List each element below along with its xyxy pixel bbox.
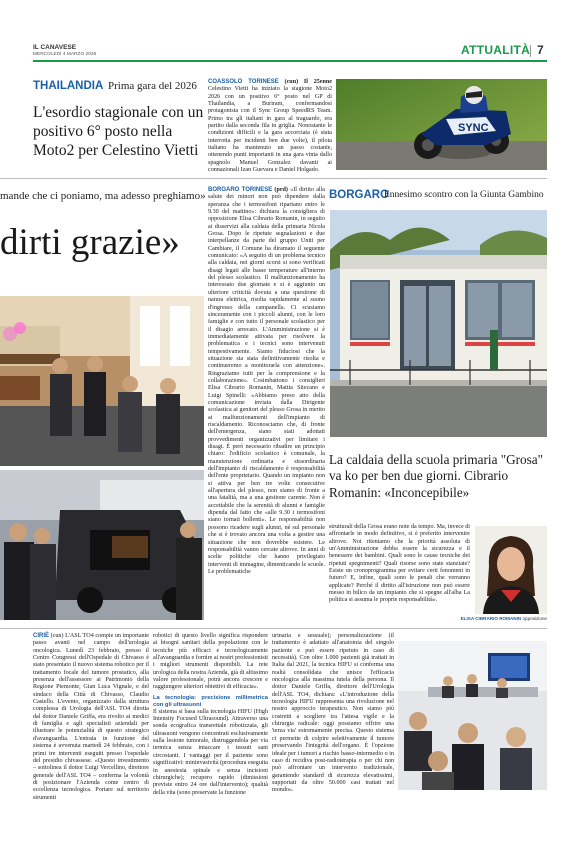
school-building-photo — [330, 210, 547, 437]
urology-body-col-2 — [153, 633, 268, 796]
urology-body-col-1 — [33, 633, 149, 801]
portrait-photo — [475, 526, 547, 614]
church-photo — [0, 296, 204, 466]
masthead-paper-name: IL CANAVESE — [33, 44, 77, 51]
moto-body-lead: COASSOLO TORINESE — [208, 79, 279, 85]
school-headline: La caldaia della scuola primaria "Grosa" va ko per ben due giorni. Cibrario Romanin: «Inconcepibile» — [329, 452, 543, 500]
moto-headline: L'esordio stagionale con un positivo 6° posto nella Moto2 per Celestino Vietti — [33, 104, 204, 159]
portrait-caption-role: opposizione — [522, 616, 547, 621]
urology-subhead: La tecnologia: precisione millimetrica con gli ultrasuoni — [153, 694, 268, 708]
school-kicker: BORGARO — [329, 189, 390, 201]
school-kicker-sub: Ennesimo scontro con la Giunta Gambino — [384, 190, 544, 200]
rule-2 — [0, 628, 547, 629]
left-big-quote: dirti grazie» — [0, 222, 180, 263]
school-body-col-1 — [208, 187, 325, 613]
moto-photo-brand: SYNC — [458, 122, 489, 134]
school-body-lead-sub: (prd) — [274, 187, 288, 193]
school-body-col-2: strutturali della Grosa erano note da tempo. Ma, invece di affrontarle in modo definitivo, si è preferito intervenire altrove. Noi riteniamo che la priorità assoluta di un'Amministrazione debba essere la sicurezza e il benessere dei bambini. Quali sono le cause tecniche dei ripetuti spegnimenti? Quali risorse sono state stanziate? Esiste un cronoprogramma per evitare certi fenomeni in futuro? E, infine, quali sono le penali che verranno applicate? Perché il diritto all'istruzione non può essere messo in bilico da un impianto che si spegne all'alba La politica si assuma le proprie responsabilità». — [329, 524, 470, 604]
masthead-rule — [33, 60, 547, 62]
page-number: 7 — [537, 43, 544, 57]
urology-body-text-2b: Il sistema si basa sulla tecnologia HIFU (High Intensity Focused Ultrasound). Attraverso una sonda ecografica transrettale robotizzata, gli ultrasuoni vengono concentrati esclusivamente sulla lesione tumorale, distruggendola per via termica senza intaccare i tessuti sani circostanti. I vantaggi per il paziente sono significativi: mininvasività (procedura eseguita in anestesia spinale e senza incisioni chirurgiche); recupero rapido (dimissioni previste entro 24 ore dall'intervento); qualità della vita (sono preservate la funzione — [153, 708, 268, 796]
hearse-photo — [0, 470, 204, 620]
school-body-lead: BORGARO TORINESE — [208, 187, 273, 193]
moto-kicker: THAILANDIA — [33, 80, 104, 92]
portrait-caption — [438, 616, 547, 621]
rule-1 — [0, 178, 547, 179]
portrait-caption-name: ELISA CIBRARIO ROMANIN — [460, 616, 522, 621]
moto-photo — [336, 79, 547, 170]
conference-photo — [398, 641, 547, 790]
moto-body — [208, 79, 332, 174]
urology-body-lead: CIRIÈ — [33, 633, 50, 639]
moto-kicker-sub: Prima gara del 2026 — [108, 80, 197, 92]
moto-body-lead-sub: (cun) Il 25enne — [284, 79, 332, 85]
section-title: ATTUALITÀ — [461, 43, 531, 57]
urology-body-text-1: (cun) L'ASL TO4 compie un importante passo avanti nel campo dell'urologia oncologica. Lunedì 23 febbraio, presso il Centro Congressi dell'Ospedale di Chivasso è stato presentato il nuovo sistema robotico per il trattamento focale del tumore prostatico, alla presenza dell'assessore ai Patrimonio della Regione Piemonte, Gian Luca Vignale, e del sindaco della Città di Chivasso, Claudio Castello. L'evento, organizzato dalla struttura complessa di Urologia dell'ASL TO4 diretta dal dottor Daniele Griffa, era rivolto ai medici di famiglia e agli specialisti aziendali per illustrare le potenzialità di questo strategico d'avanguardia. L'entrata in funzione del sistema è avvenuta martedì 24 febbraio, con i primi tre interventi eseguiti presso l'ospedale del presidio chivassese. «Questo investimento – sottolinea il dottor Luigi Vercellino, direttore generale dell'ASL TO4 – conferma la volontà di posizionare l'Azienda come centro di eccellenza tecnologica. Portare sul territorio strumenti — [33, 633, 149, 801]
moto-body-text: Celestino Vietti ha iniziato la stagione Moto2 2026 con un positivo 6° posto nel GP di Thailandia, a Buriram, confermandosi protagonista con il Sync Group SpeedRS Team. Primo tra gli italiani in gara al traguardo, era partito dalla seconda fila in griglia. Nonostante le condizioni difficili e la gara accorciata (è stata interrotta per incidenti ben due volte), il pilota italiano ha mantenuto un passo costante, ottenendo punti importanti in una gara vinta dallo spagnolo Manuel Gonzalez davanti ai connazionali Izan Guevara e Daniel Holgado. — [208, 86, 332, 174]
masthead-date: MERCOLEDÌ 4 MARZO 2026 — [33, 52, 97, 57]
left-top-quote: mande che ci poniamo, ma adesso preghiamo» — [0, 190, 206, 202]
section-divider — [530, 45, 531, 57]
school-body-text: «Il diritto alla salute dei minori non può dipendere dalla speranza che i termosifoni ripartano entro le 9.30 del mattino»: dichiara la consigliera di opposizione Elisa Cibrario Romanin, in seguito ai disservizi alla caldaia della primaria Nicola Grosa. Dopo le ripetute segnalazioni e due interpellanze da parte del gruppo Uniti per Cambiare, il Comune ha diramato il seguente comunicato: «A seguito di un problema tecnico alla caldaia, nei giorni scorsi si sono verificati disagi legati alle basse temperature all'interno del plesso scolastico. Il malfunzionamento ha interessato due giornate e si è aggiunto un ulteriore criticità dovuta a una questione di natura elettrica, risolta rapidamente al suono d'ingresso della campanella. Ci scusiamo sinceramente con i piccoli alunni, con le loro famiglie e con tutto il personale scolastico per il disagio arrecato. L'Amministrazione si è immediatamente attivata per risolvere la problematica e i tecnici sono intervenuti tempestivamente. Siamo fiduciosi che la situazione sia stata definitivamente risolta e continueremo a monitorarla con attenzione». Ringraziamo tutti per la comprensione e la collaborazione». Cosimbattono i consiglieri Elisa Cibrario Romanin, Mattia Sitecano e Luigi Spinelli: «Abbiamo preso atto della comunicazione inviata dalla Dirigente scolastica ai genitori del plesso Grosa in merito ai malfunzionamenti dell'impianto di riscaldamento. Riconosciamo che, di fronte dell'emergenza, siano stati adottati provvedimenti organizzativi per limitare i disagi. È però necessario ribadire un principio chiaro: l'edificio scolastico è comunale, la manutenzione ordinaria e straordinaria dell'impianto di riscaldamento è responsabilità dell'ente proprietario. Quando un impianto non si attiva per ben tre volte consecutive all'apertura del plesso, non siamo di fronte a una fatalità, ma a una gestione carente. Non è accettabile che la serenità di alunni e famiglie dipenda dal fatto che «alle 9.30 i termosifoni siano tornati bollenti». Le responsabilità non possono ricadere sugli alunni, né sul personale che si è trovato ancora una volta a gestire una situazione che non dovrebbe esistere. Le responsabilità vanno cercate altrove. In anni di scelte politiche che hanno privilegiato interventi di immagine, dimenticando le scuole. Le problematiche — [208, 187, 325, 575]
urology-body-text-2: robotici di questo livello significa rispondere ai bisogni sanitari della popolazione con le tecniche più efficaci e tecnologicamente all'avanguardia e fornire ai nostri professionisti i migliori strumenti disponibili. La rete urologica della nostra Azienda, già di altissimo valore professionale, potrà ancora crescere e raggiungere ulteriori obiettivi di efficacia». — [153, 633, 268, 691]
urology-body-col-3: urinaria e sessuale); personalizzazione (il trattamento è adattato all'anatomia del singolo paziente e può essere ripetuto in caso di necessità). Con oltre 1.000 pazienti già trattati in Italia dal 2021, la tecnica HIFU si conferma una realtà consolidata che unisce l'efficacia oncologica alla massima tutela della persona. Il dottor Daniele Griffa, direttore dell'Urologia dell'ASL TO4, dichiara: «L'introduzione della tecnologia HIFU rappresenta una rivoluzione nel nostro approccio terapeutico. Non siamo più costretti a scegliere tra l'attesa vigile e la chirurgia radicale: oggi possiamo offrire una 'terza via' estremamente precisa. Questo sistema ci permette di colpire selettivamente il tumore preservando l'integrità dell'organo. È l'opzione ideale per i tumori a rischio basso-intermedio o in caso di recidiva post-radioterapia o per chi non può affrontare un intervento tradizionale, garantendo standard di sicurezza elevatissimi, supportati da oltre 50.000 casi trattati nel mondo». — [272, 633, 394, 794]
